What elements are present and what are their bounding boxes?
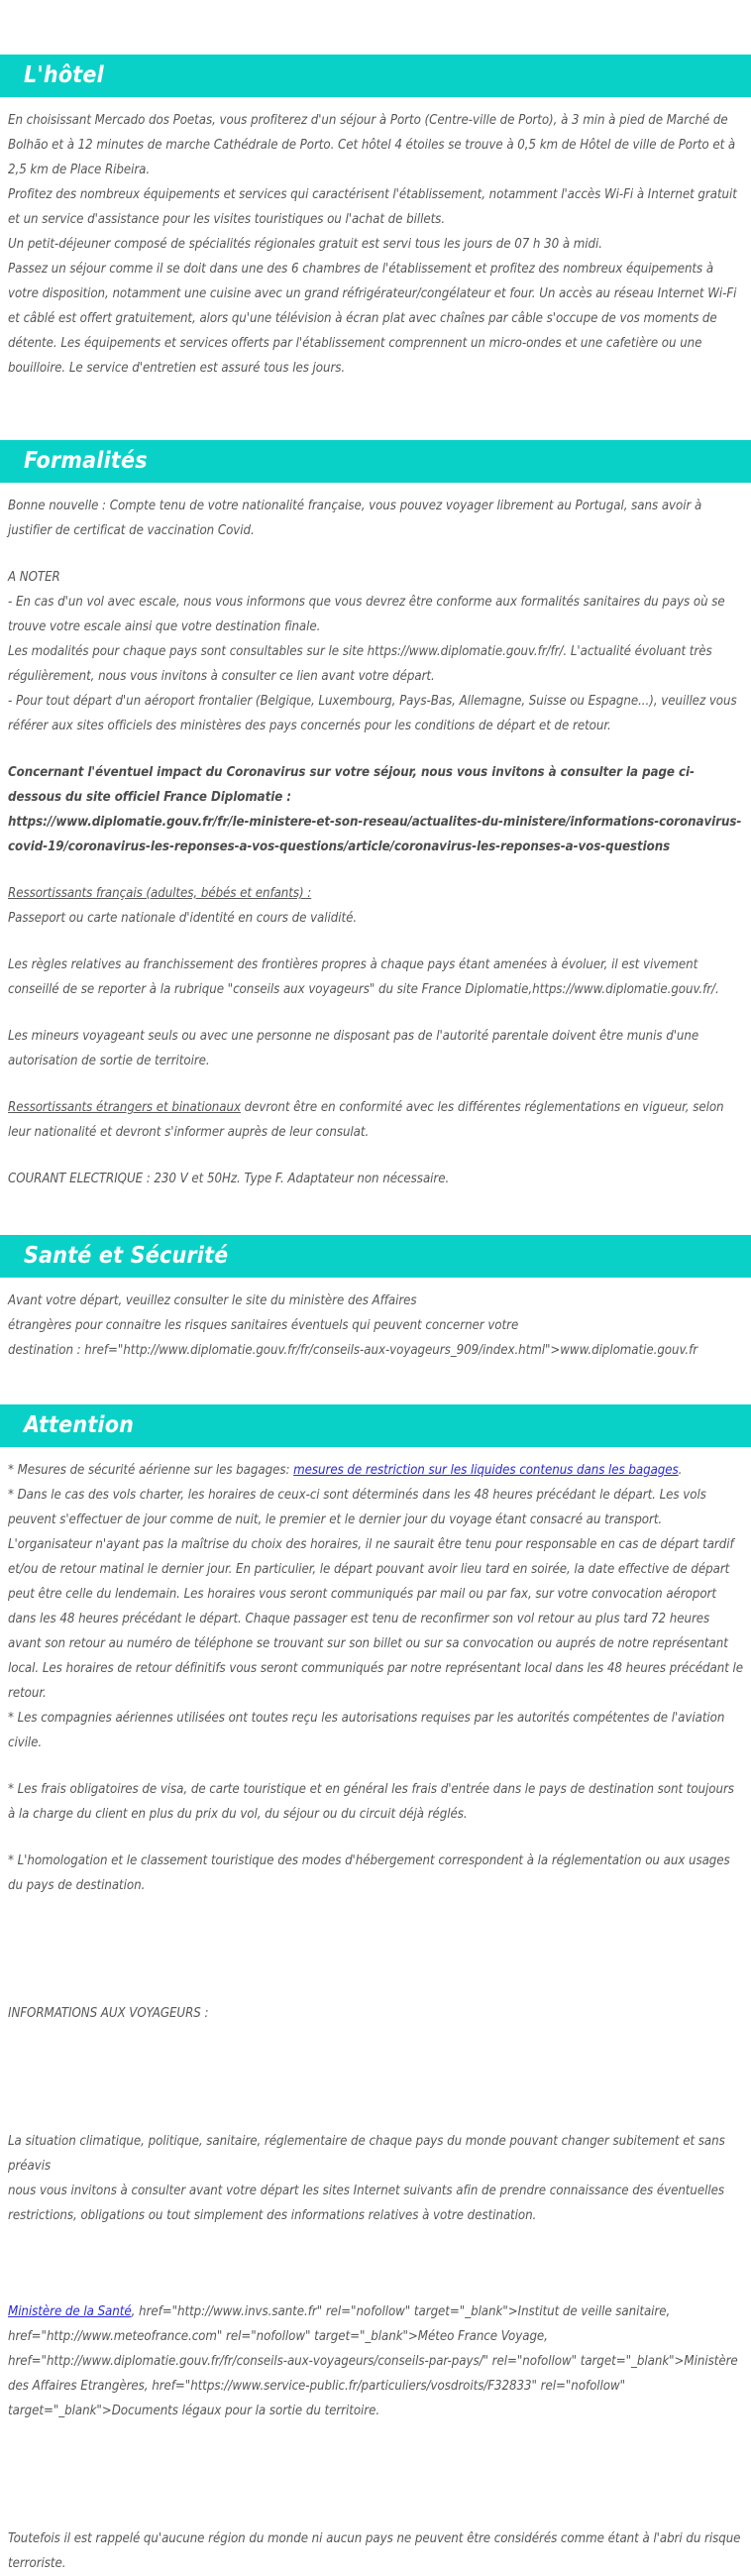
formalites-a-noter-item-2: - Pour tout départ d'un aéroport frontalier (Belgique, Luxembourg, Pays-Bas, Allemagne, Suisse ou Espagne...), veuillez vous référer aux sites officiels des ministères des pays concernés pour les conditions de départ et de retour. [8,694,737,733]
section-body-formalites [0,483,751,1191]
attention-frais: * Les frais obligatoires de visa, de carte touristique et en général les frais d'entrée dans le pays de destination sont toujours à la charge du client en plus du prix du vol, du séjour ou du circuit déjà réglés. [8,1782,734,1822]
sante-line-1: Avant votre départ, veuillez consulter le site du ministère des Affaires [8,1293,417,1308]
formalites-ressortissants-etrangers-label: Ressortissants étrangers et binationaux [8,1100,241,1115]
liquides-restriction-link[interactable]: mesures de restriction sur les liquides contenus dans les bagages [293,1463,679,1478]
section-header-hotel: L'hôtel [0,55,751,97]
spacer-after-sante [0,1363,751,1404]
attention-compagnies: * Les compagnies aériennes utilisées ont toutes reçu les autorisations requises par les autorités compétentes de l'aviation civile. [8,1711,725,1750]
attention-charter: * Dans le cas des vols charter, les horaires de ceux-ci sont déterminés dans les 48 heures précédant le départ. Les vols peuvent s'effectuer de jour comme de nuit, le premier et le dernier jour du voyage étant consacré au transport. L'organisateur n'ayant pas la maîtrise du choix des horaires, il ne saurait être tenu pour responsable en cas de départ tardif et/ou de retour matinal le dernier jour. En particulier, le départ pouvant avoir lieu tard en soirée, la date effective de départ peut être celle du lendemain. Les horaires vous seront communiqués par mail ou par fax, sur votre convocation aéroport dans les 48 heures précédant le départ. Chaque passager est tenu de reconfirmer son vol retour au plus tard 72 heures avant son retour au numéro de téléphone se trouvant sur son billet ou sur sa convocation ou auprés de notre représentant local. Les horaires de retour définitifs vous seront communiqués par notre représentant local dans les 48 heures précédant le retour. [8,1488,744,1701]
formalites-a-noter-item-1-follow: Les modalités pour chaque pays sont consultables sur le site https://www.diplomatie.gouv.fr/fr/. L'actualité évoluant très régulièrement, nous vous invitons à consulter ce lien avant votre départ. [8,644,712,684]
attention-situation-line-1: La situation climatique, politique, sanitaire, réglementaire de chaque pays du monde pouvant changer subitement et sans préavis [8,2134,725,2174]
formalites-a-noter-item-1: - En cas d'un vol avec escale, nous vous informons que vous devrez être conforme aux formalités sanitaires du pays où se trouve votre escale ainsi que votre destination finale. [8,595,725,634]
sante-line-3: destination : href="http://www.diplomatie.gouv.fr/fr/conseils-aux-voyageurs_909/index.html">www.diplomatie.gouv.fr [8,1343,698,1358]
formalites-ressortissants-etrangers-text: devront être en conformité avec les différentes réglementations en vigueur, selon leur nationalité et devront s'informer auprès de leur consulat. [8,1100,724,1140]
attention-links-paragraph [8,2299,743,2423]
hotel-paragraph-3: Un petit-déjeuner composé de spécialités régionales gratuit est servi tous les jours de 07 h 30 à midi. [8,237,602,252]
formalites-courant-electrique: COURANT ELECTRIQUE : 230 V et 50Hz. Type F. Adaptateur non nécessaire. [8,1172,450,1186]
top-spacer [0,0,751,55]
section-body-attention [0,1447,751,2576]
formalites-ressortissants-fr-label: Ressortissants français (adultes, bébés et enfants) : [8,886,312,901]
sante-line-2: étrangères pour connaitre les risques sanitaires éventuels qui peuvent concerner votre [8,1318,519,1333]
attention-situation-line-2: nous vous invitons à consulter avant votre départ les sites Internet suivants afin de prendre connaissance des éventuelles restrictions, obligations ou tout simplement des informations relatives à votre destination. [8,2184,724,2223]
formalites-a-noter-title: A NOTER [8,570,60,585]
formalites-mineurs: Les mineurs voyageant seuls ou avec une personne ne disposant pas de l'autorité parentale doivent être munis d'une autorisation de sortie de territoire. [8,1029,699,1068]
attention-bagages-prefix: * Mesures de sécurité aérienne sur les bagages: [8,1463,294,1478]
formalites-intro: Bonne nouvelle : Compte tenu de votre nationalité française, vous pouvez voyager librement au Portugal, sans avoir à justifier de certificat de vaccination Covid. [8,499,702,538]
formalites-corona-url: https://www.diplomatie.gouv.fr/fr/le-ministere-et-son-reseau/actualites-du-ministere/informations-coronavirus-covid-19/coronavirus-les-reponses-a-vos-questions/article/coronavirus-les-reponses-a-vos-questions [8,815,742,854]
spacer-after-hotel [0,381,751,440]
attention-bagages-line [8,1458,743,1483]
section-header-attention: Attention [0,1404,751,1447]
formalites-regles-frontieres: Les règles relatives au franchissement des frontières propres à chaque pays étant amenées à évoluer, il est vivement conseillé de se reporter à la rubrique "conseils aux voyageurs" du site France Diplomatie,https://www.diplomatie.gouv.fr/. [8,957,719,997]
hotel-paragraph-1: En choisissant Mercado dos Poetas, vous profiterez d'un séjour à Porto (Centre-ville de Porto), à 3 min à pied de Marché de Bolhão et à 12 minutes de marche Cathédrale de Porto. Cet hôtel 4 étoiles se trouve à 0,5 km de Hôtel de ville de Porto et à 2,5 km de Place Ribeira. [8,113,736,177]
section-body-hotel [0,97,751,381]
attention-infos-voyageurs-title: INFORMATIONS AUX VOYAGEURS : [8,2006,209,2021]
section-header-sante-securite: Santé et Sécurité [0,1235,751,1278]
attention-footer-note: Toutefois il est rappelé qu'aucune région du monde ni aucun pays ne peuvent être considérés comme étant à l'abri du risque terroriste. [8,2531,741,2571]
hotel-paragraph-2: Profitez des nombreux équipements et services qui caractérisent l'établissement, notamment l'accès Wi-Fi à Internet gratuit et un service d'assistance pour les visites touristiques ou l'achat de billets. [8,187,737,227]
hotel-paragraph-4: Passez un séjour comme il se doit dans une des 6 chambres de l'établissement et profitez des nombreux équipements à votre disposition, notamment une cuisine avec un grand réfrigérateur/congélateur et four. Un accès au réseau Internet Wi-Fi et câblé est offert gratuitement, alors qu'une télévision à écran plat avec chaînes par câble s'occupe de vos moments de détente. Les équipements et services offerts par l'établissement comprennent un micro-ondes et une cafetière ou une bouilloire. Le service d'entretien est assuré tous les jours. [8,262,737,376]
attention-bagages-suffix: . [678,1463,683,1478]
spacer-after-formalites [0,1191,751,1235]
section-header-formalites: Formalités [0,440,751,483]
formalites-corona-intro: Concernant l'éventuel impact du Coronavirus sur votre séjour, nous vous invitons à consulter la page ci-dessous du site officiel France Diplomatie : [8,765,695,805]
section-body-sante-securite [0,1278,751,1363]
attention-links-raw: , href="http://www.invs.sante.fr" rel="nofollow" target="_blank">Institut de veille sanitaire, href="http://www.meteofrance.com" rel="nofollow" target="_blank">Méteo France Voyage, href="http://www.diplomatie.gouv.fr/fr/conseils-aux-voyageurs/conseils-par-pays/" rel="nofollow" target="_blank">Ministère des Affaires Etrangères, href="https://www.service-public.fr/particuliers/vosdroits/F32833" rel="nofollow" target="_blank">Documents légaux pour la sortie du territoire. [8,2304,738,2418]
formalites-ressortissants-etrangers [8,1095,743,1145]
ministere-sante-link[interactable]: Ministère de la Santé [8,2304,132,2319]
formalites-ressortissants-fr-text: Passeport ou carte nationale d'identité en cours de validité. [8,911,358,926]
attention-homologation: * L'homologation et le classement touristique des modes d'hébergement correspondent à la réglementation ou aux usages du pays de destination. [8,1853,730,1893]
